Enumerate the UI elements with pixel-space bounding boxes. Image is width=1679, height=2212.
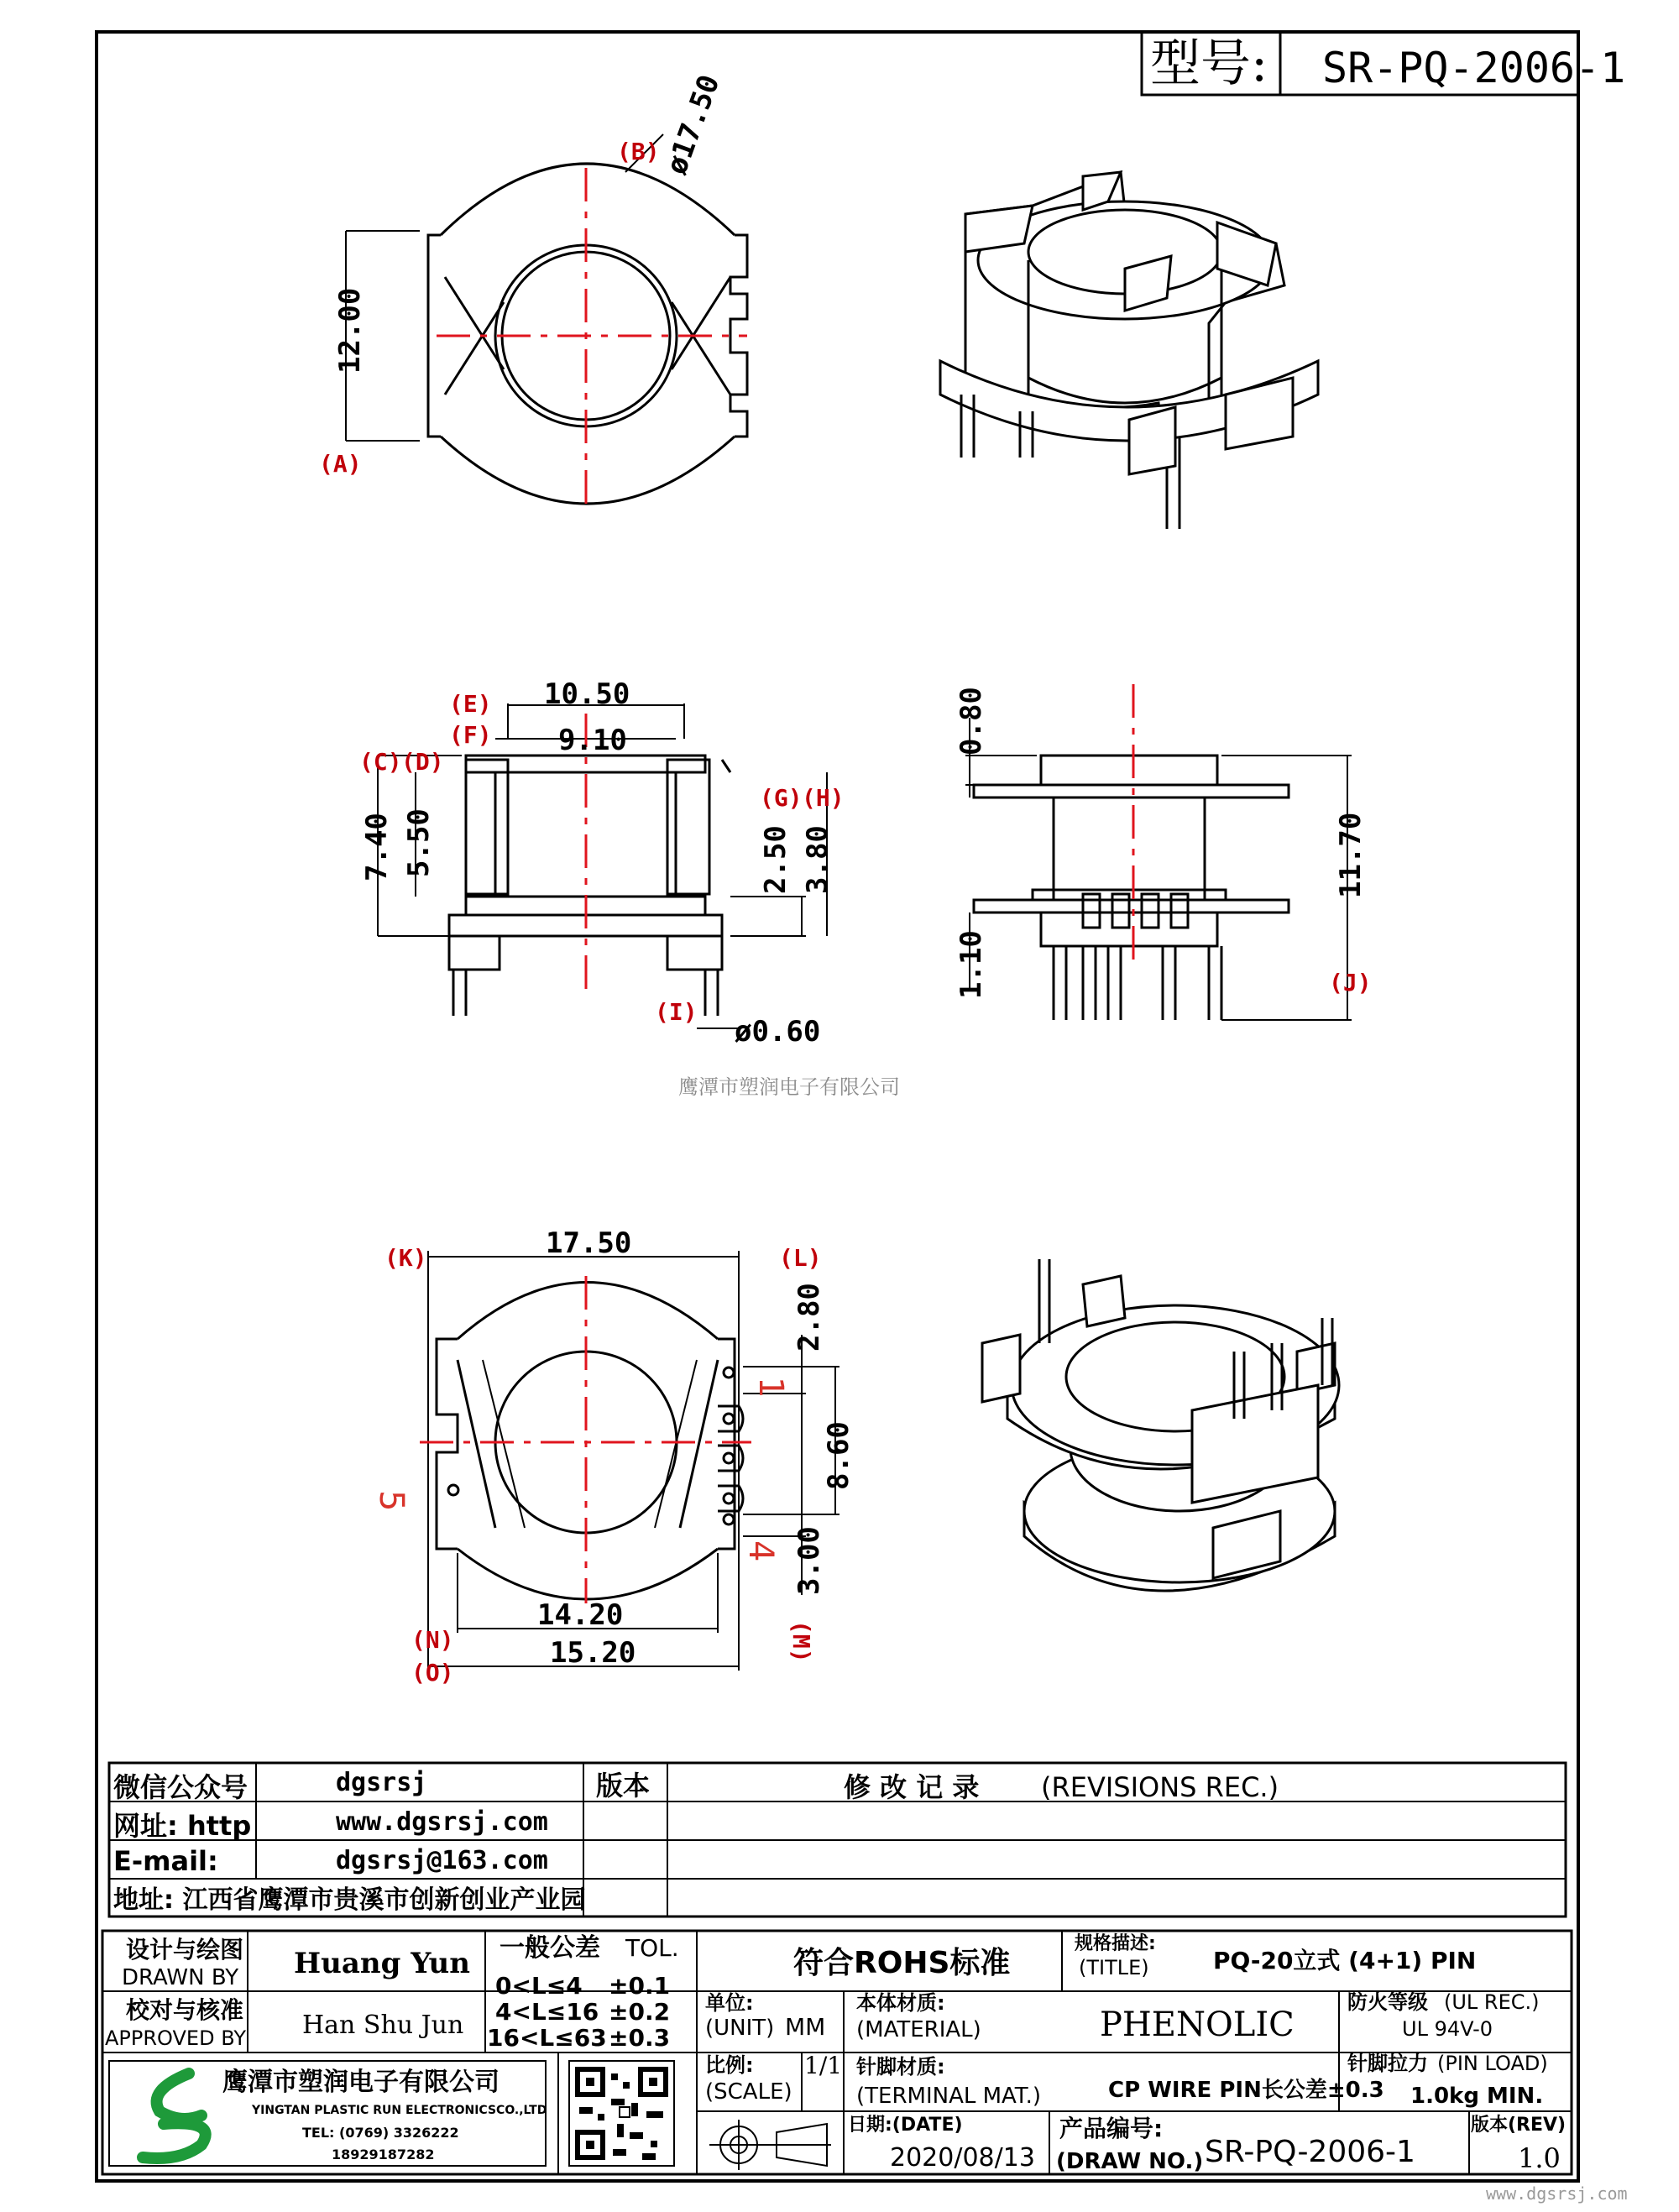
- top-view-centerlines: [437, 168, 747, 512]
- scale-cn: 比例:: [705, 2053, 754, 2077]
- model-header: [1142, 32, 1625, 95]
- terminal-value: CP WIRE PIN长公差±0.3: [1108, 2078, 1384, 2103]
- tol-en: TOL.: [625, 1934, 679, 1962]
- rohs-label: 符合ROHS标准: [793, 1946, 1011, 1980]
- tag-d: (D): [401, 748, 444, 776]
- tol-cn: 一般公差: [500, 1933, 600, 1963]
- dim-15-20: 15.20: [550, 1636, 636, 1670]
- tol-row-3-value: ±0.3: [609, 2024, 671, 2052]
- model-number: SR-PQ-2006-1: [1322, 44, 1626, 92]
- dim-8-60: 8.60: [822, 1421, 855, 1490]
- tol-row-3-range: 16<L≤63: [487, 2024, 607, 2052]
- pinload-cn: 针脚拉力: [1347, 2052, 1428, 2075]
- dim-1-10: 1.10: [955, 930, 988, 999]
- sheet-border: [97, 32, 1578, 2181]
- dim-9-10: 9.10: [558, 724, 627, 757]
- company-box: [109, 2061, 547, 2166]
- company-name-en: YINGTAN PLASTIC RUN ELECTRONICSCO.,LTD: [252, 2104, 547, 2117]
- dim-17-50: 17.50: [546, 1226, 632, 1260]
- drawno-cn: 产品编号:: [1059, 2115, 1164, 2142]
- company-tel: TEL: (0769) 3326222: [302, 2125, 459, 2141]
- email-value: dgsrsj@163.com: [336, 1846, 548, 1875]
- pin-number-1: 1: [751, 1377, 790, 1399]
- material-value: PHENOLIC: [1100, 2005, 1295, 2044]
- bottom-view: [428, 1251, 840, 1671]
- tag-f: (F): [449, 721, 492, 749]
- pin-number-4: 4: [741, 1540, 780, 1562]
- tol-row-1-range: 0<L≤4: [495, 1972, 583, 2000]
- company-mobile: 18929187282: [332, 2147, 435, 2162]
- dim-2-50: 2.50: [759, 825, 792, 894]
- tag-b: (B): [617, 138, 660, 165]
- spec-cn: 规格描述:: [1075, 1933, 1156, 1954]
- unit-en: (UNIT): [705, 2016, 775, 2041]
- spec-en: (TITLE): [1079, 1956, 1149, 1979]
- watermark-text: 鹰潭市塑润电子有限公司: [678, 1075, 900, 1099]
- flame-value: UL 94V-0: [1402, 2017, 1493, 2041]
- tag-l: (L): [779, 1244, 822, 1272]
- tag-i: (I): [655, 998, 698, 1026]
- design-en: DRAWN BY: [122, 1965, 239, 1990]
- tag-o: (O): [411, 1659, 454, 1686]
- tag-n: (N): [411, 1626, 454, 1654]
- tol-row-1-value: ±0.1: [609, 1972, 671, 2000]
- scale-en: (SCALE): [705, 2079, 792, 2105]
- unit-cn: 单位:: [705, 1991, 754, 2015]
- dim-height-12: 12.00: [333, 287, 367, 374]
- flame-en: (UL REC.): [1444, 1990, 1540, 2014]
- address-text: 地址: 江西省鹰潭市贵溪市创新创业产业园: [113, 1885, 586, 1915]
- pinload-en: (PIN LOAD): [1437, 2052, 1548, 2075]
- designer-name: Huang Yun: [294, 1947, 470, 1980]
- isometric-view-bottom: [982, 1259, 1339, 1591]
- drawno-value: SR-PQ-2006-1: [1205, 2135, 1415, 2169]
- dim-diameter-17: ø17.50: [659, 70, 727, 180]
- terminal-cn: 针脚材质:: [856, 2055, 945, 2079]
- top-view: [346, 134, 747, 504]
- rev-value: 1.0: [1518, 2142, 1561, 2174]
- design-cn: 设计与绘图: [126, 1936, 244, 1964]
- tag-k: (K): [384, 1244, 427, 1272]
- web-value: www.dgsrsj.com: [336, 1807, 548, 1837]
- tol-row-2-value: ±0.2: [609, 1998, 671, 2026]
- dim-10-50: 10.50: [544, 677, 630, 711]
- revision-title-en: (REVISIONS REC.): [1041, 1771, 1279, 1803]
- dim-7-40: 7.40: [360, 813, 394, 881]
- dim-2-80: 2.80: [792, 1283, 826, 1352]
- dim-5-50: 5.50: [402, 808, 436, 877]
- wechat-value: dgsrsj: [336, 1768, 427, 1797]
- model-label: 型号:: [1150, 34, 1268, 93]
- web-label: 网址: http: [113, 1810, 252, 1842]
- pin-number-5: 5: [372, 1490, 411, 1512]
- dim-0-80: 0.80: [955, 687, 988, 756]
- revision-version-label: 版本: [596, 1770, 651, 1801]
- dim-11-70: 11.70: [1334, 812, 1368, 898]
- check-cn: 校对与核准: [126, 1996, 244, 2024]
- dim-3-00: 3.00: [792, 1526, 826, 1595]
- tag-e: (E): [449, 690, 492, 718]
- side-view: [965, 718, 1352, 1020]
- corner-watermark: www.dgsrsj.com: [1486, 2183, 1628, 2204]
- dim-3-80: 3.80: [801, 825, 834, 894]
- dim-pin-dia: ø0.60: [735, 1015, 821, 1048]
- projection-symbol: [709, 2120, 831, 2170]
- material-en: (MATERIAL): [856, 2017, 981, 2042]
- unit-value: MM: [785, 2013, 826, 2041]
- wechat-label: 微信公众号: [113, 1771, 248, 1803]
- tag-h: (H): [802, 784, 845, 812]
- spec-value: PQ-20立式 (4+1) PIN: [1213, 1947, 1477, 1974]
- flame-cn: 防火等级: [1347, 1990, 1428, 2014]
- tag-j: (J): [1329, 969, 1372, 996]
- terminal-en: (TERMINAL MAT.): [856, 2084, 1042, 2109]
- pinload-value: 1.0kg MIN.: [1410, 2084, 1544, 2109]
- drawno-en: (DRAW NO.): [1056, 2149, 1204, 2174]
- tag-m: (M): [787, 1620, 815, 1663]
- email-label: E-mail:: [113, 1845, 218, 1877]
- revision-title: 修 改 记 录: [844, 1771, 980, 1803]
- tag-c: (C): [359, 748, 402, 776]
- dim-14-20: 14.20: [537, 1598, 624, 1632]
- scale-value: 1/1: [804, 2052, 843, 2079]
- qr-code: [569, 2061, 674, 2166]
- date-value: 2020/08/13: [890, 2143, 1035, 2173]
- check-en: APPROVED BY: [105, 2026, 247, 2050]
- tol-row-2-range: 4<L≤16: [495, 1998, 599, 2026]
- rev-label: 版本(REV): [1471, 2115, 1567, 2136]
- tag-a: (A): [319, 450, 362, 478]
- company-name-cn: 鹰潭市塑润电子有限公司: [222, 2068, 500, 2097]
- checker-name: Han Shu Jun: [302, 2011, 464, 2040]
- date-label: 日期:(DATE): [848, 2115, 963, 2136]
- isometric-view-top: [940, 172, 1318, 529]
- company-logo: [143, 2073, 206, 2158]
- material-cn: 本体材质:: [856, 1991, 945, 2015]
- tag-g: (G): [760, 784, 803, 812]
